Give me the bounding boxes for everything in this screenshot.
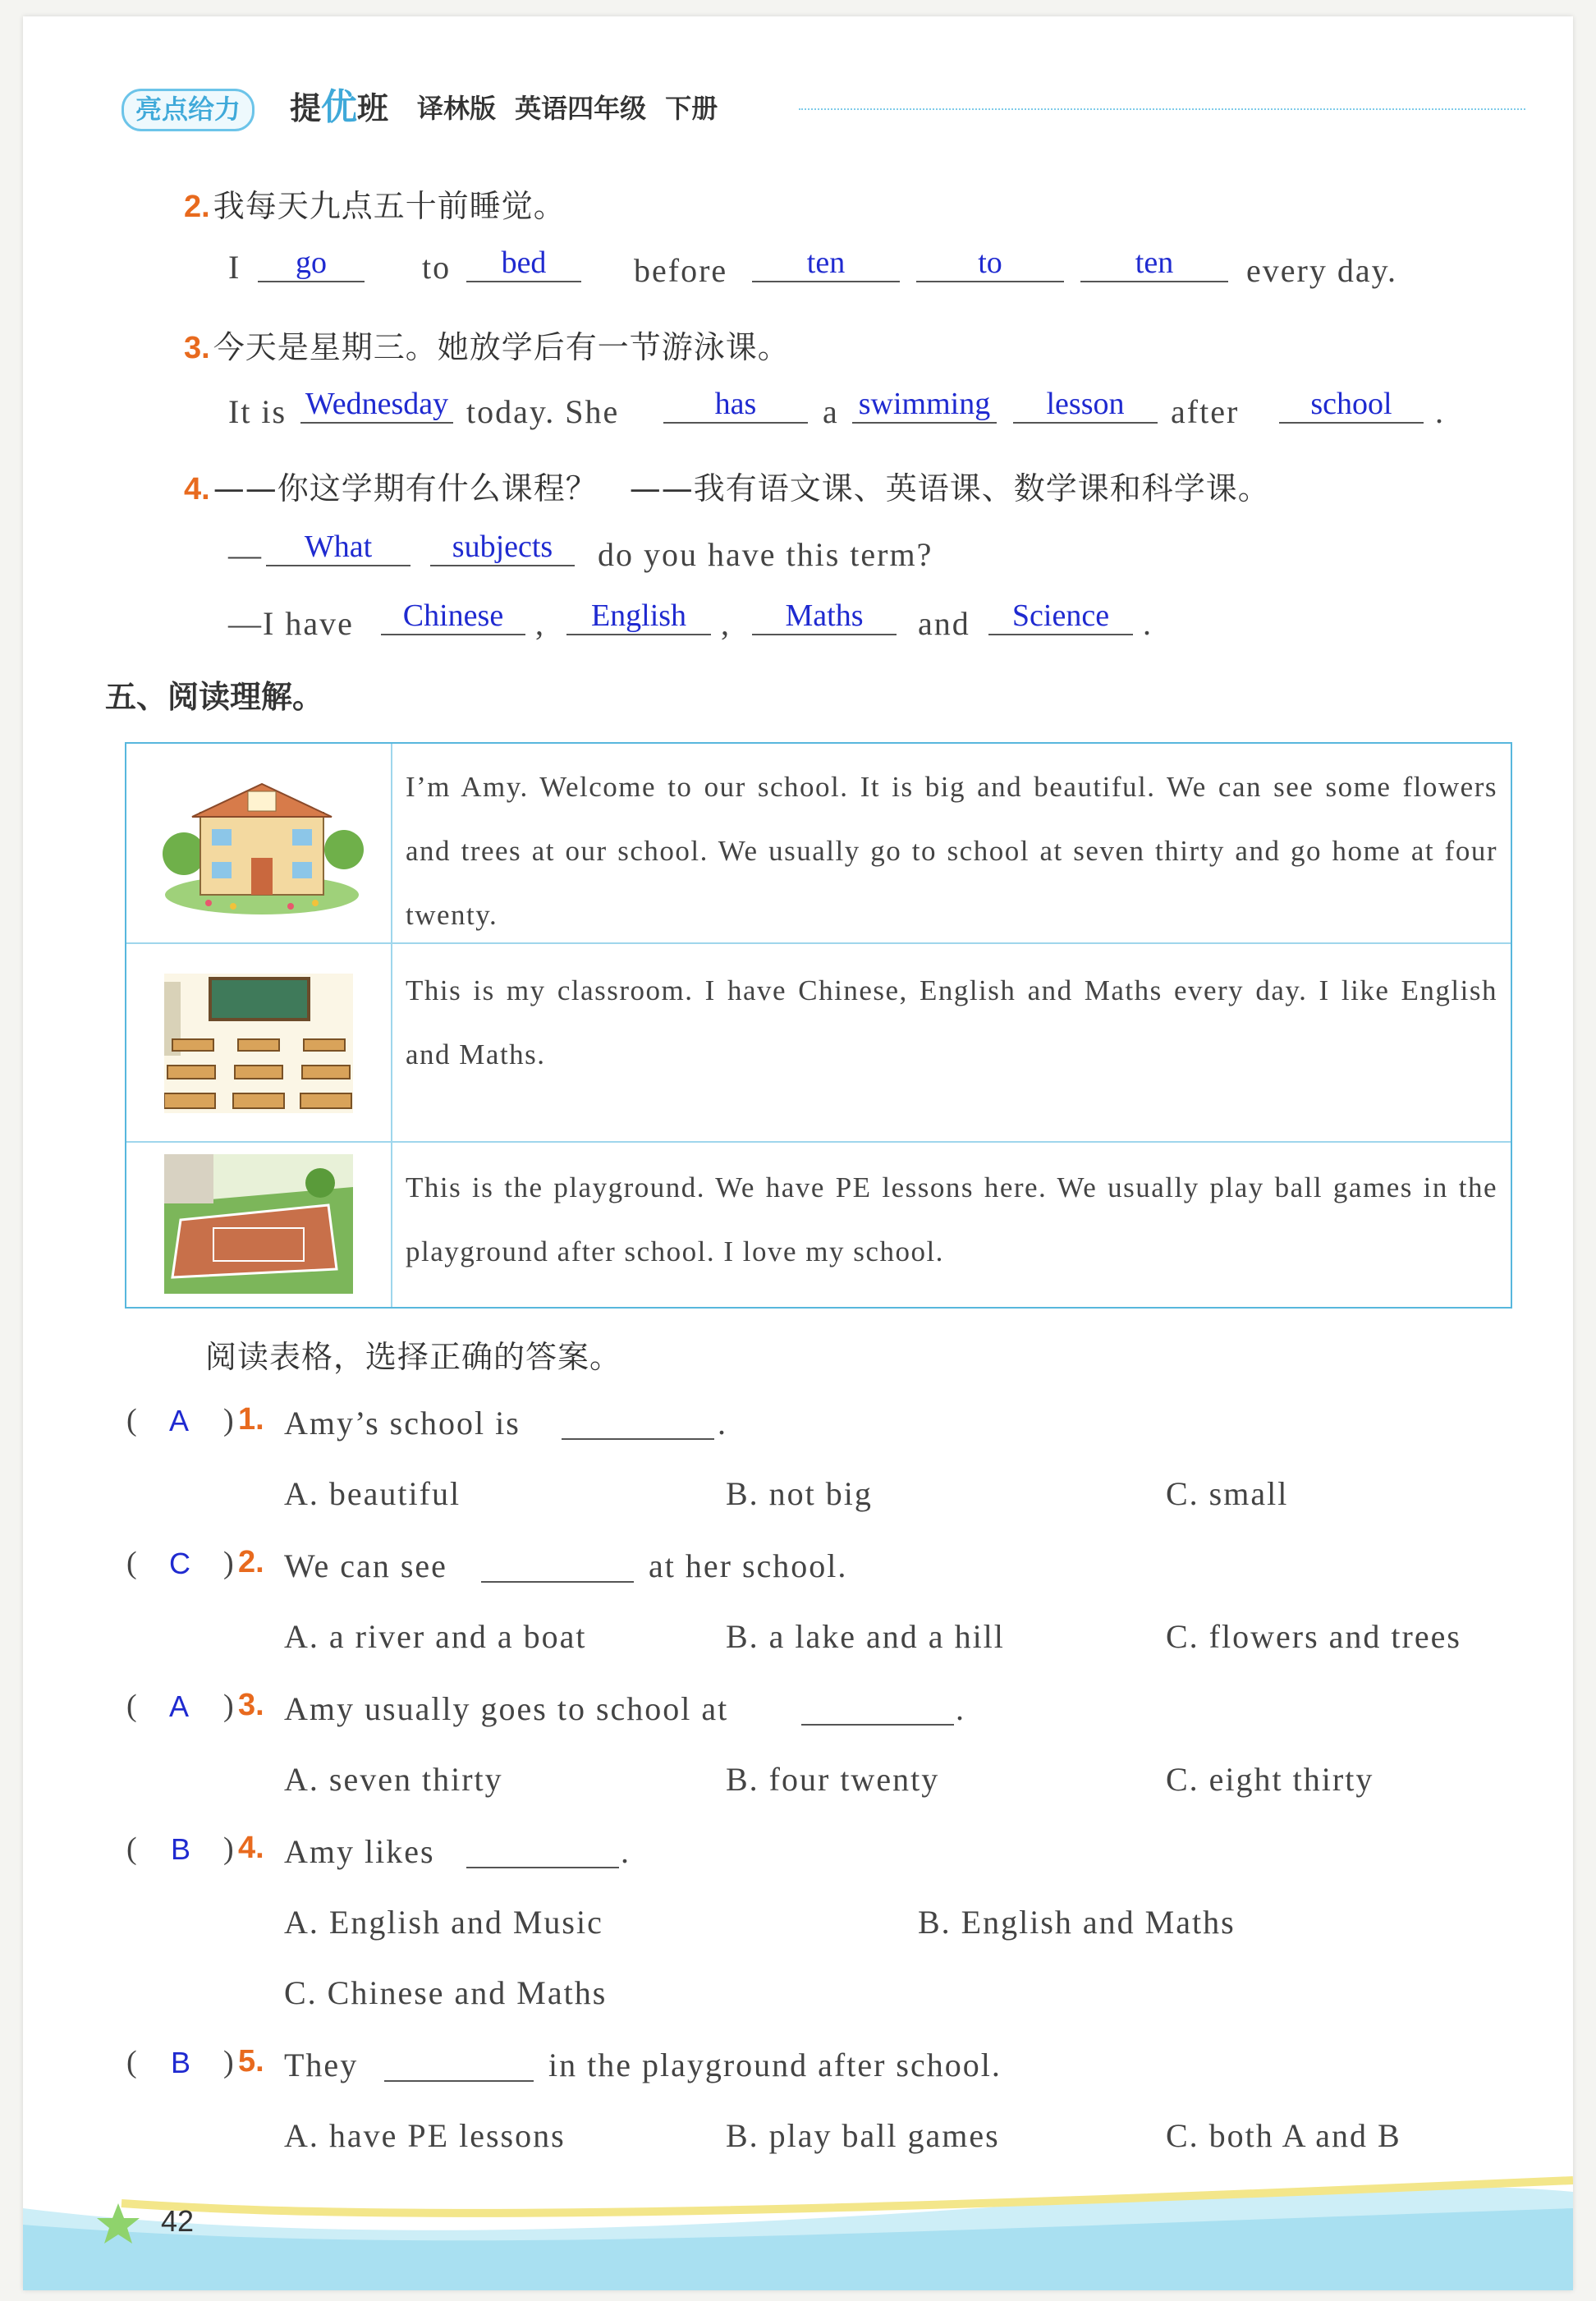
answer-blank[interactable]: lesson — [1013, 386, 1158, 424]
answer-blank[interactable]: ten — [1080, 245, 1228, 282]
reading-text-playground: This is the playground. We have PE lessons here. We usually play ball games in the playground after school. I love my school. — [406, 1171, 1497, 1267]
answer-blank[interactable]: to — [916, 245, 1064, 282]
fill-question-3 — [184, 322, 790, 367]
book-meta: 译林版 英语四年级 下册 — [417, 93, 718, 124]
dialogue-dash: — — [228, 536, 263, 573]
question-stem: Amy usually goes to school at — [284, 1690, 729, 1727]
question-number: 2. — [184, 190, 210, 224]
answer-paren-close: ) — [223, 1831, 234, 1866]
header-rule — [799, 108, 1525, 110]
sentence-text: —I have — [228, 605, 354, 642]
period: . — [1143, 605, 1153, 642]
question-stem: Amy’s school is — [284, 1405, 521, 1442]
answer-blank[interactable]: swimming — [852, 386, 997, 424]
sentence-text: a — [823, 393, 839, 430]
reading-text-school: I’m Amy. Welcome to our school. It is big and beautiful. We can see some flowers and trees at our school. We usually go to school at seven thirty and go home at four twenty. — [406, 771, 1497, 931]
answer-choice[interactable]: A — [169, 1404, 190, 1437]
brand-title — [290, 87, 388, 129]
question-number: 2. — [238, 1545, 264, 1579]
option-a[interactable]: A. have PE lessons — [284, 2117, 566, 2154]
option-c[interactable]: C. both A and B — [1166, 2117, 1401, 2154]
sentence-text: It is — [228, 393, 287, 430]
series-badge: 亮点给力 — [122, 89, 255, 131]
sentence-text: today. She — [466, 393, 620, 430]
comma: , — [721, 605, 731, 642]
answer-paren-close: ) — [223, 1546, 234, 1580]
classroom-illustration — [164, 974, 353, 1113]
option-b[interactable]: B. not big — [726, 1475, 873, 1512]
playground-illustration — [164, 1154, 353, 1294]
question-tail: in the playground after school. — [548, 2047, 1002, 2083]
answer-choice[interactable]: B — [171, 1832, 191, 1866]
answer-choice[interactable]: B — [171, 2046, 191, 2079]
answer-paren-close: ) — [223, 1689, 234, 1723]
answer-blank[interactable]: English — [566, 598, 711, 635]
chinese-prompt: 今天是星期三。她放学后有一节游泳课。 — [213, 329, 790, 365]
instruction-text: 阅读表格，选择正确的答案。 — [205, 1339, 622, 1375]
question-tail: . — [718, 1405, 727, 1442]
sentence-text: I — [228, 249, 241, 286]
brand-you: 优 — [321, 86, 358, 128]
answer-blank[interactable]: subjects — [430, 529, 575, 566]
option-a[interactable]: A. a river and a boat — [284, 1618, 587, 1655]
answer-paren-open: ( — [126, 1831, 137, 1866]
answer-paren-close: ) — [223, 1403, 234, 1437]
fill-question-2 — [184, 181, 566, 226]
option-b[interactable]: B. English and Maths — [918, 1904, 1236, 1941]
workbook-page — [23, 16, 1573, 2290]
question-tail: . — [956, 1690, 965, 1727]
sentence-text: to — [422, 249, 452, 286]
sentence-text: before — [634, 252, 728, 289]
answer-blank[interactable]: bed — [466, 245, 581, 282]
option-c[interactable]: C. Chinese and Maths — [284, 1974, 608, 2011]
stem-blank — [466, 1867, 619, 1868]
sentence-text: and — [918, 605, 970, 642]
brand-suffix: 班 — [357, 90, 389, 126]
answer-blank[interactable]: Science — [988, 598, 1133, 635]
reading-table — [125, 742, 1512, 1309]
option-a[interactable]: A. seven thirty — [284, 1761, 503, 1798]
answer-paren-open: ( — [126, 2045, 137, 2079]
stem-blank — [481, 1581, 634, 1583]
question-number: 3. — [184, 331, 210, 365]
star-icon — [94, 2200, 143, 2249]
stem-blank — [562, 1438, 714, 1440]
question-tail: at her school. — [649, 1547, 848, 1584]
answer-blank[interactable]: Wednesday — [300, 386, 453, 424]
school-building-illustration — [159, 772, 365, 919]
option-c[interactable]: C. small — [1166, 1475, 1289, 1512]
chinese-prompt: ——你这学期有什么课程？ ——我有语文课、英语课、数学课和科学课。 — [213, 470, 1270, 506]
section-title: 五、阅读理解。 — [105, 679, 324, 715]
question-number: 4. — [238, 1831, 264, 1865]
table-divider — [391, 744, 392, 1307]
option-a[interactable]: A. English and Music — [284, 1904, 603, 1941]
sentence-text: do you have this term? — [598, 536, 933, 573]
reading-text-classroom: This is my classroom. I have Chinese, English and Maths every day. I like English and Maths. — [406, 974, 1497, 1070]
question-tail: . — [621, 1833, 631, 1870]
sentence-text: . — [1435, 393, 1445, 430]
question-number: 3. — [238, 1688, 264, 1722]
question-number: 5. — [238, 2044, 264, 2079]
fill-question-4 — [184, 463, 1270, 508]
option-c[interactable]: C. eight thirty — [1166, 1761, 1374, 1798]
answer-blank[interactable]: ten — [752, 245, 900, 282]
option-b[interactable]: B. four twenty — [726, 1761, 940, 1798]
table-row-line — [126, 1141, 1511, 1143]
answer-blank[interactable]: Maths — [752, 598, 897, 635]
answer-blank[interactable]: What — [266, 529, 410, 566]
sentence-text: every day. — [1246, 252, 1397, 289]
answer-blank[interactable]: Chinese — [381, 598, 525, 635]
question-number: 1. — [238, 1402, 264, 1437]
question-stem: Amy likes — [284, 1833, 435, 1870]
answer-paren-close: ) — [223, 2045, 234, 2079]
page-number: 42 — [161, 2204, 195, 2238]
answer-choice[interactable]: C — [169, 1547, 190, 1580]
answer-blank[interactable]: school — [1279, 386, 1424, 424]
answer-paren-open: ( — [126, 1403, 137, 1437]
answer-paren-open: ( — [126, 1689, 137, 1723]
stem-blank — [384, 2080, 534, 2082]
question-stem: They — [284, 2047, 359, 2083]
option-b[interactable]: B. a lake and a hill — [726, 1618, 1005, 1655]
question-number: 4. — [184, 472, 210, 506]
question-stem: We can see — [284, 1547, 447, 1584]
answer-paren-open: ( — [126, 1546, 137, 1580]
answer-blank[interactable]: go — [258, 245, 365, 282]
chinese-prompt: 我每天九点五十前睡觉。 — [213, 188, 566, 224]
answer-blank[interactable]: has — [663, 386, 808, 424]
footer-wave-decoration — [23, 2151, 1573, 2290]
sentence-text: after — [1171, 393, 1240, 430]
option-c[interactable]: C. flowers and trees — [1166, 1618, 1461, 1655]
stem-blank — [801, 1724, 954, 1726]
option-b[interactable]: B. play ball games — [726, 2117, 1000, 2154]
answer-choice[interactable]: A — [169, 1689, 190, 1723]
brand-prefix: 提 — [290, 90, 322, 126]
comma: , — [535, 605, 545, 642]
option-a[interactable]: A. beautiful — [284, 1475, 461, 1512]
